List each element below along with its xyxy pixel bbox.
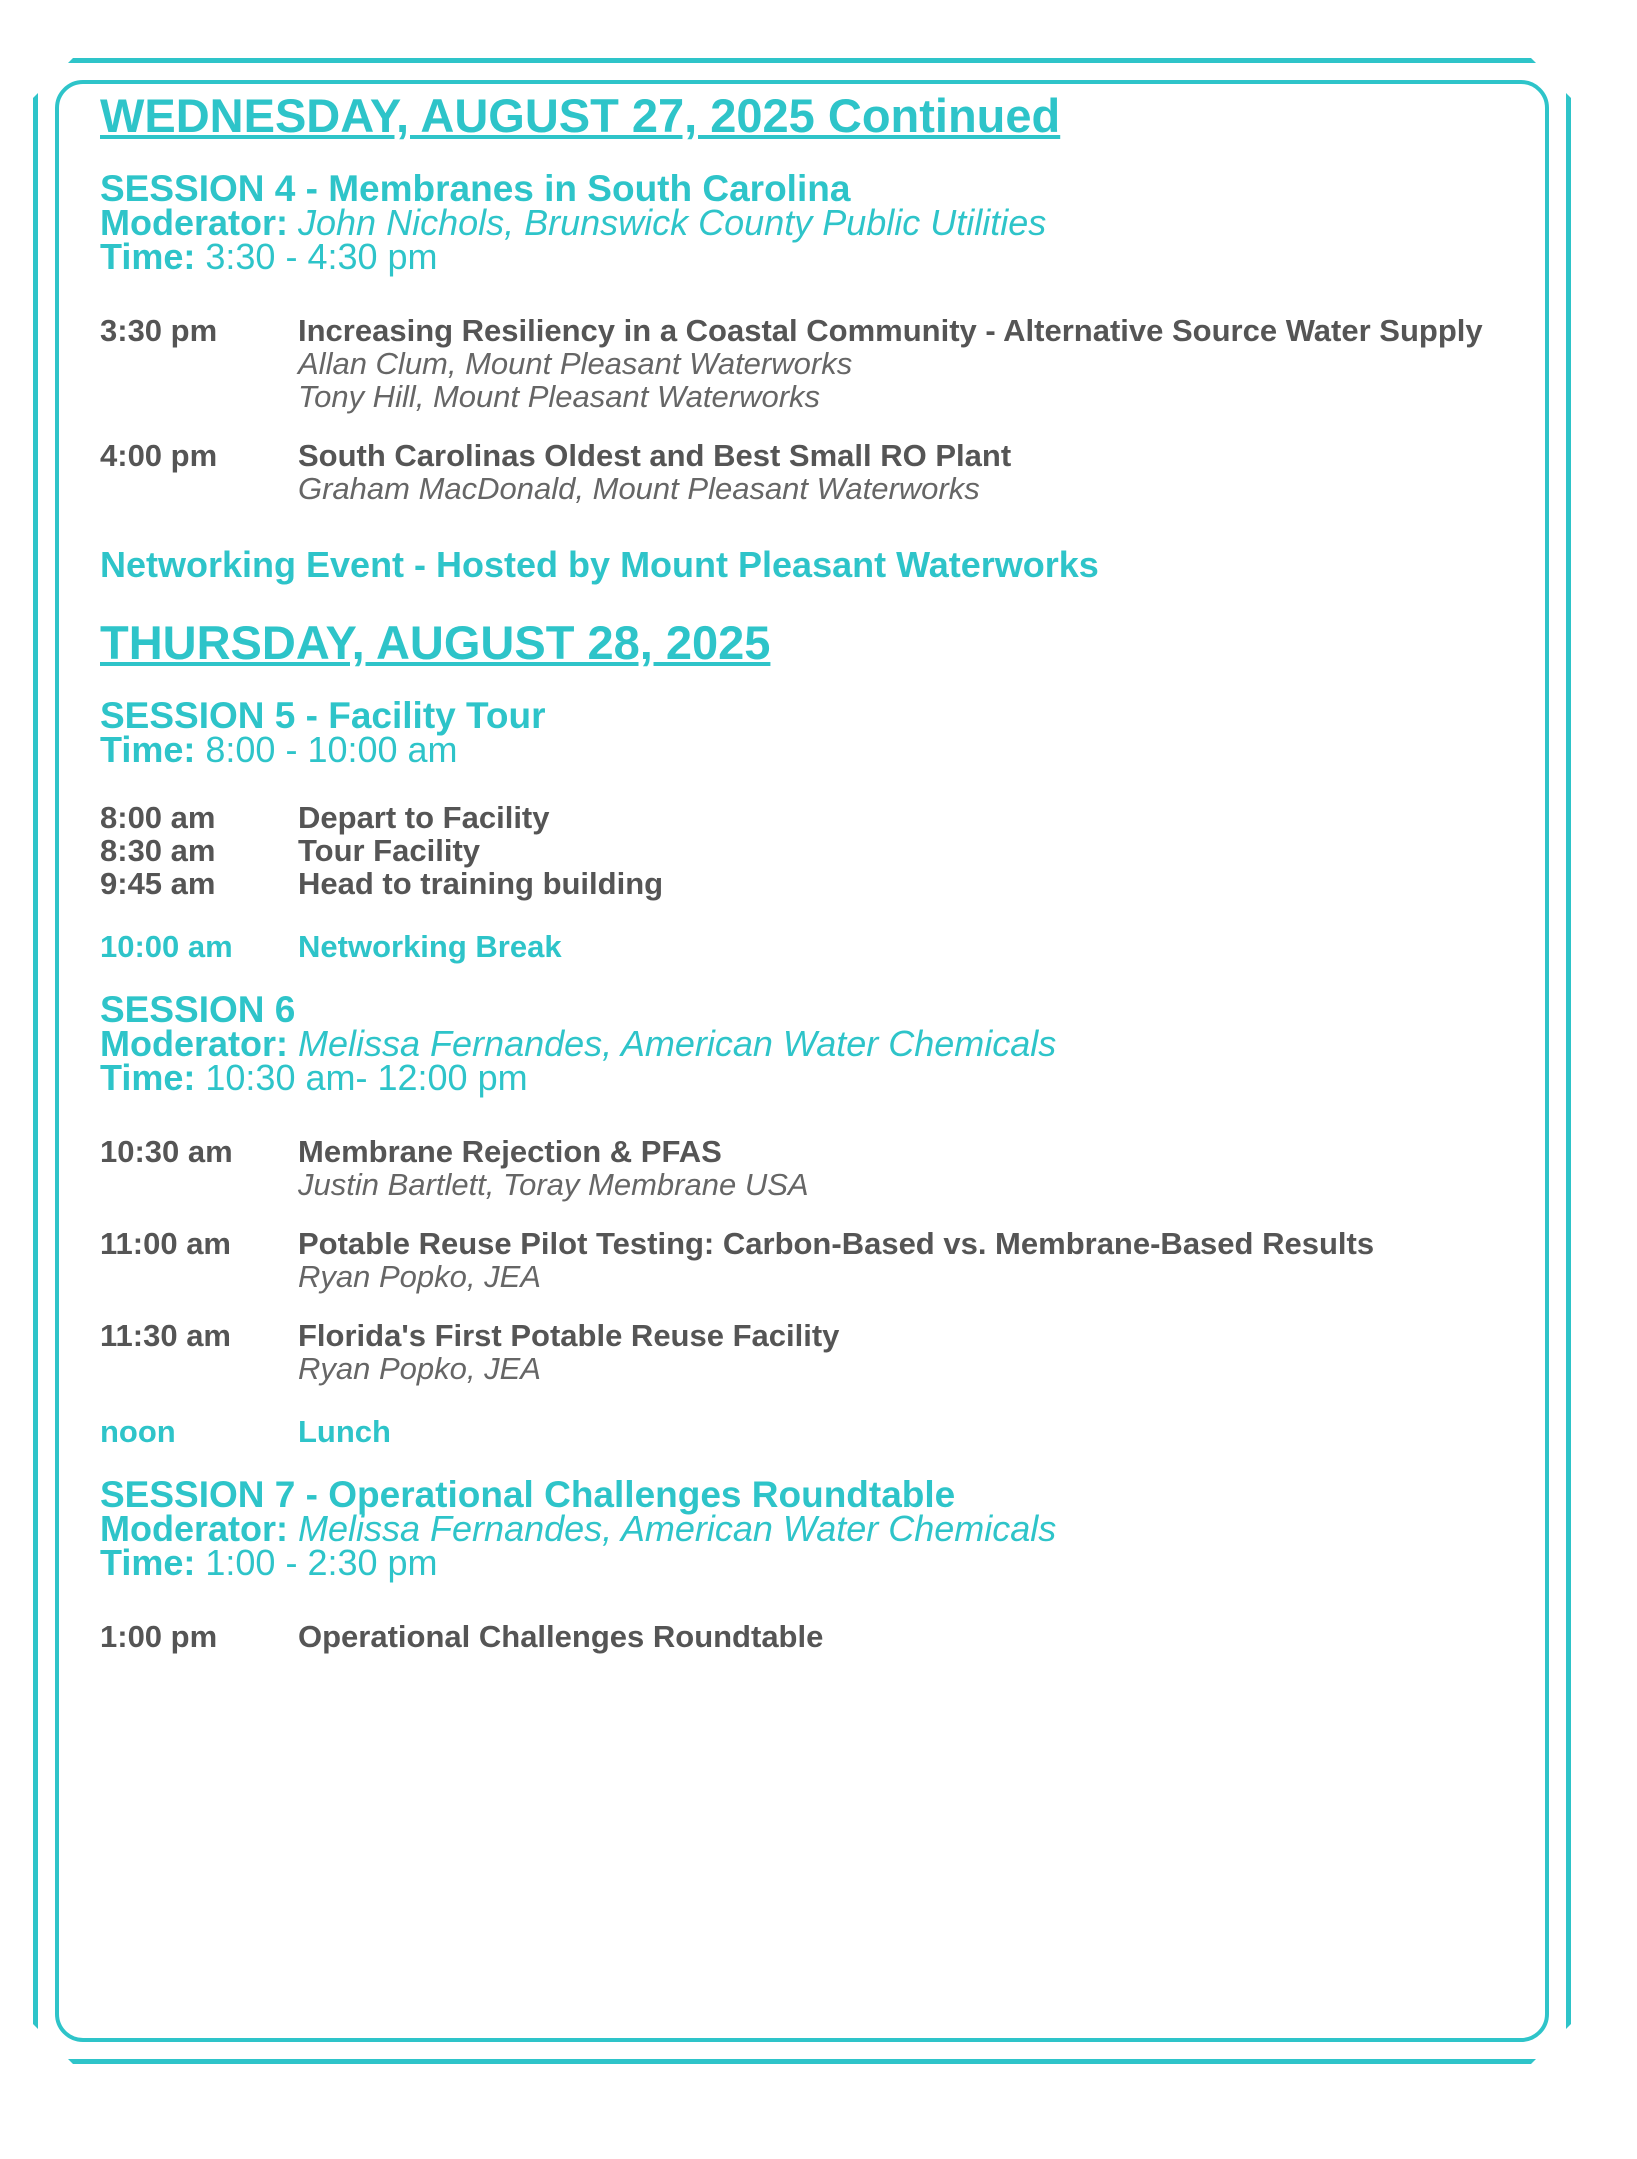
item-time: 4:00 pm	[100, 438, 218, 473]
networking-event: Networking Event - Hosted by Mount Pleasant Waterworks	[100, 544, 1099, 585]
lunch-break	[100, 1415, 1500, 1448]
agenda-item	[100, 801, 1500, 834]
item-time: 8:00 am	[100, 800, 216, 835]
networking-break	[100, 930, 1500, 963]
session-time: 10:30 am- 12:00 pm	[205, 1057, 528, 1098]
item-time: 8:30 am	[100, 833, 216, 868]
moderator-name: Melissa Fernandes, American Water Chemicals	[298, 1023, 1057, 1064]
item-title: Florida's First Potable Reuse Facility	[298, 1318, 840, 1353]
item-time: 11:30 am	[100, 1318, 231, 1353]
moderator-name: Melissa Fernandes, American Water Chemicals	[298, 1508, 1057, 1549]
item-time: 1:00 pm	[100, 1619, 218, 1654]
session-title: SESSION 7 - Operational Challenges Roundtable	[100, 1474, 956, 1515]
session-time: 3:30 - 4:30 pm	[205, 236, 438, 277]
item-title: Operational Challenges Roundtable	[298, 1619, 824, 1654]
time-label: Time:	[100, 729, 196, 770]
item-speaker: Allan Clum, Mount Pleasant Waterworks	[298, 346, 853, 381]
session-title: SESSION 5 - Facility Tour	[100, 695, 546, 736]
item-time: 11:00 am	[100, 1226, 231, 1261]
item-title: Membrane Rejection & PFAS	[298, 1134, 722, 1169]
agenda-item	[100, 1135, 1500, 1201]
item-title: South Carolinas Oldest and Best Small RO Plant	[298, 438, 1012, 473]
item-title: Lunch	[298, 1414, 391, 1449]
moderator-label: Moderator:	[100, 1508, 288, 1549]
moderator-label: Moderator:	[100, 202, 288, 243]
agenda-item	[100, 439, 1500, 505]
session-time-line	[100, 729, 1500, 770]
item-speaker: Ryan Popko, JEA	[298, 1259, 541, 1294]
item-speaker: Ryan Popko, JEA	[298, 1351, 541, 1386]
moderator-name: John Nichols, Brunswick County Public Utilities	[298, 202, 1047, 243]
session-5	[100, 695, 1500, 964]
item-time: 9:45 am	[100, 866, 216, 901]
agenda-item	[100, 1227, 1500, 1293]
time-label: Time:	[100, 1542, 196, 1583]
moderator-label: Moderator:	[100, 1023, 288, 1064]
item-title: Networking Break	[298, 929, 562, 964]
session-time-line	[100, 236, 1500, 277]
session-time: 8:00 - 10:00 am	[205, 729, 458, 770]
session-6	[100, 989, 1500, 1449]
session-title: SESSION 4 - Membranes in South Carolina	[100, 168, 851, 209]
moderator-line	[100, 1508, 1500, 1549]
item-title: Depart to Facility	[298, 800, 550, 835]
session-time-line	[100, 1542, 1500, 1583]
time-label: Time:	[100, 1057, 196, 1098]
item-time: 3:30 pm	[100, 313, 218, 348]
item-speaker: Justin Bartlett, Toray Membrane USA	[298, 1167, 809, 1202]
session-time: 1:00 - 2:30 pm	[205, 1542, 438, 1583]
item-time: 10:30 am	[100, 1134, 233, 1169]
item-time: 10:00 am	[100, 929, 233, 964]
agenda-content	[100, 88, 1500, 1683]
agenda-item	[100, 314, 1500, 413]
item-speaker: Graham MacDonald, Mount Pleasant Waterworks	[298, 471, 980, 506]
item-title: Tour Facility	[298, 833, 481, 868]
agenda-item	[100, 867, 1500, 900]
item-title: Head to training building	[298, 866, 664, 901]
agenda-item	[100, 1620, 1500, 1653]
item-title: Potable Reuse Pilot Testing: Carbon-Based vs. Membrane-Based Results	[298, 1226, 1375, 1261]
session-title: SESSION 6	[100, 989, 296, 1030]
time-label: Time:	[100, 236, 196, 277]
moderator-line	[100, 1023, 1500, 1064]
day-title-thursday: THURSDAY, AUGUST 28, 2025	[100, 616, 771, 669]
session-7	[100, 1474, 1500, 1654]
day-title-wednesday: WEDNESDAY, AUGUST 27, 2025 Continued	[100, 89, 1061, 142]
item-time: noon	[100, 1414, 176, 1449]
session-4	[100, 168, 1500, 585]
item-speaker: Tony Hill, Mount Pleasant Waterworks	[298, 379, 821, 414]
moderator-line	[100, 202, 1500, 243]
agenda-item	[100, 1319, 1500, 1385]
agenda-item	[100, 834, 1500, 867]
session-time-line	[100, 1057, 1500, 1098]
item-title: Increasing Resiliency in a Coastal Community - Alternative Source Water Supply	[298, 313, 1483, 348]
